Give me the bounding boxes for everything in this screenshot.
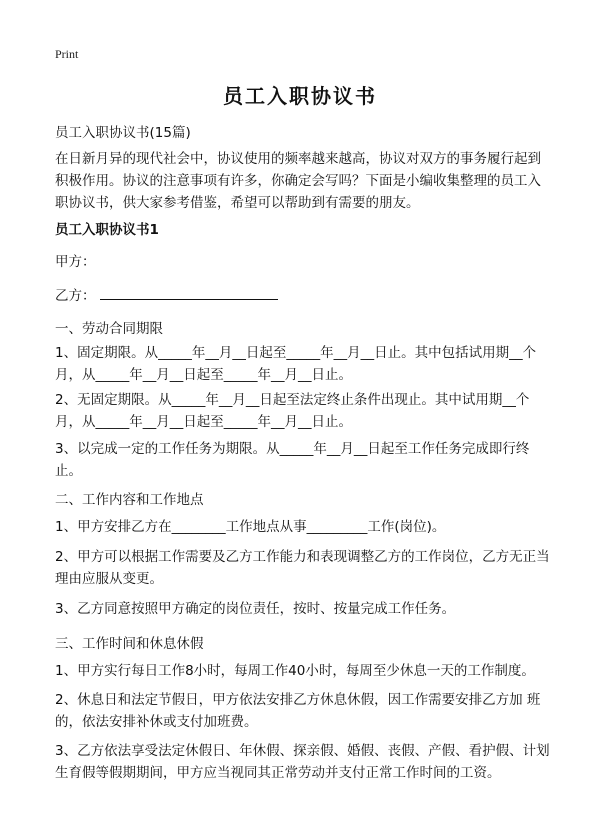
document-subtitle: 员工入职协议书(15篇) — [55, 125, 191, 141]
clause-3-3: 3、乙方依法享受法定休假日、年休假、探亲假、婚假、丧假、产假、看护假、计划生育假等假期期间，甲方应当视同其正常劳动并支付正常工作时间的工资。 — [55, 743, 550, 781]
document-title: 员工入职协议书 — [223, 84, 377, 108]
clause-3-1: 1、甲方实行每日工作8小时，每周工作40小时，每周至少休息一天的工作制度。 — [55, 663, 535, 679]
clause-2-1: 1、甲方安排乙方在________工作地点从事_________工作(岗位)。 — [55, 519, 446, 535]
section-heading: 员工入职协议书1 — [55, 222, 159, 238]
clause-3-2: 2、休息日和法定节假日，甲方依法安排乙方休息休假，因工作需要安排乙方加 班的，依法安排补休或支付加班费。 — [55, 692, 541, 730]
clause-heading-2: 二、工作内容和工作地点 — [55, 492, 204, 508]
clause-2-2: 2、甲方可以根据工作需要及乙方工作能力和表现调整乙方的工作岗位，乙方无正当理由应服从变更。 — [55, 549, 550, 587]
clause-1-1: 1、固定期限。从_____年__月__日起至_____年__月__日止。其中包括试用期__个月，从_____年__月__日起至_____年__月__日止。 — [55, 345, 537, 383]
clause-1-3: 3、以完成一定的工作任务为期限。从_____年__月__日起至工作任务完成即行终止。 — [55, 441, 530, 479]
party-b-label: 乙方： — [55, 288, 96, 304]
party-a-label: 甲方： — [55, 254, 96, 270]
clause-heading-3: 三、工作时间和休息休假 — [55, 636, 204, 652]
intro-paragraph: 在日新月异的现代社会中，协议使用的频率越来越高，协议对双方的事务履行起到积极作用。协议的注意事项有许多，你确定会写吗？下面是小编收集整理的员工入职协议书，供大家参考借鉴，希望可以帮助到有需要的朋友。 — [55, 151, 541, 211]
clause-heading-1: 一、劳动合同期限 — [55, 321, 163, 337]
clause-1-2: 2、无固定期限。从_____年__月__日起至法定终止条件出现止。其中试用期__个月，从_____年__月__日起至_____年__月__日止。 — [55, 392, 530, 430]
print-label: Print — [55, 47, 79, 61]
party-a-line — [55, 250, 96, 270]
clause-2-3: 3、乙方同意按照甲方确定的岗位责任，按时、按量完成工作任务。 — [55, 601, 456, 617]
party-b-line — [55, 284, 278, 304]
party-b-blank — [100, 287, 278, 300]
